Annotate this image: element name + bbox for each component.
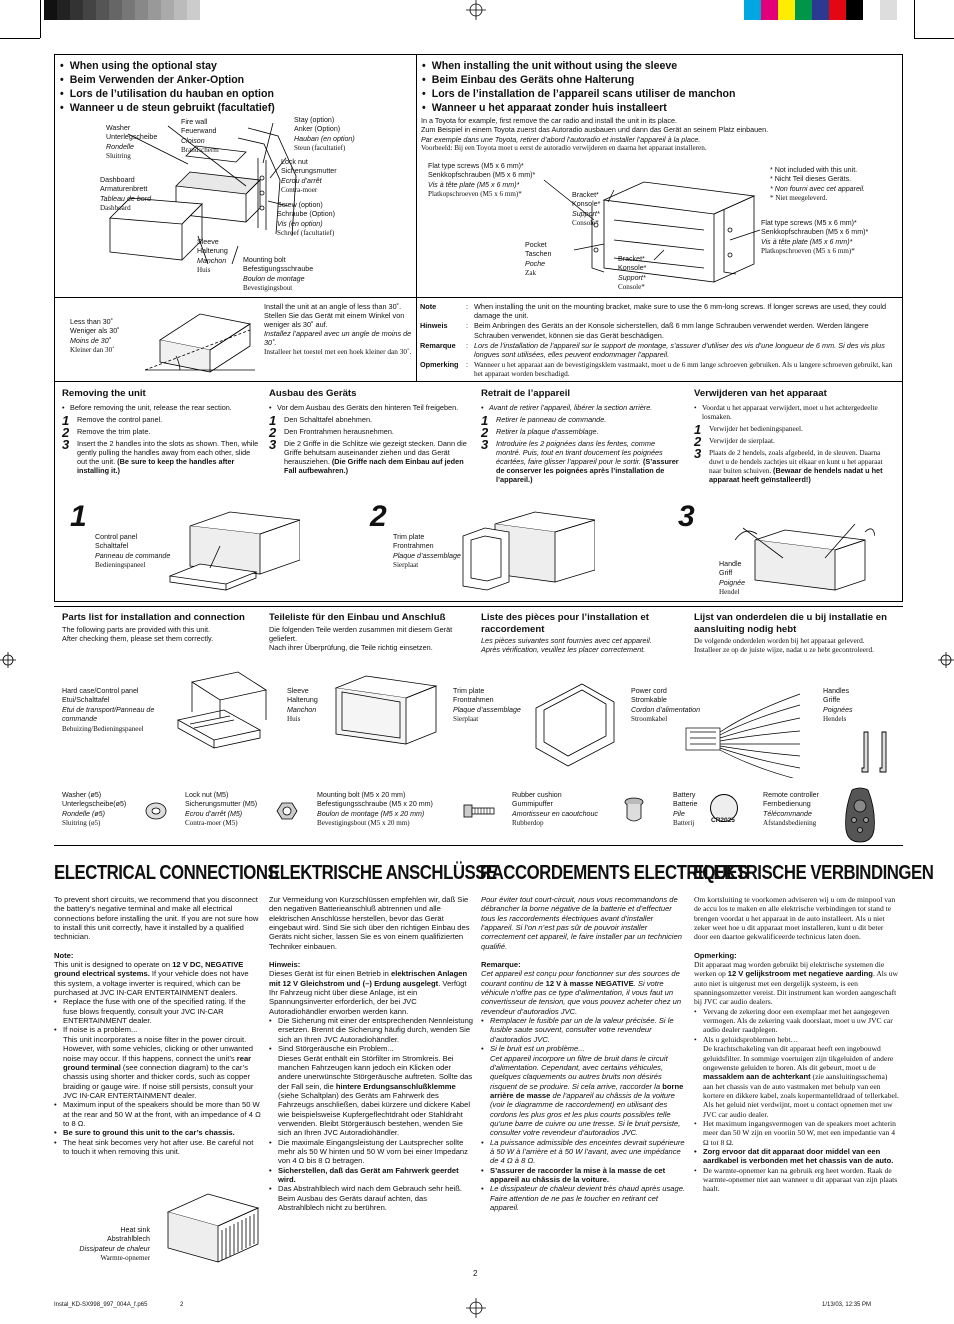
washer-part-label: Washer (ø5) Unterlegscheibe(ø5) Rondelle (ø5) Sluitring (ø5) — [62, 791, 127, 828]
divider — [54, 845, 903, 846]
trim-plate-drawing — [530, 678, 620, 768]
crop-mark — [40, 0, 41, 38]
gray-swatch — [135, 0, 148, 20]
gray-swatch — [70, 0, 83, 20]
ec-title-de: ELEKTRISCHE ANSCHLÜSSE — [269, 861, 497, 884]
gray-swatch — [57, 0, 70, 20]
ec-col-en: To prevent short circuits, we recommend that you disconnect the battery’s negative terminal and make all electrical connections before installing the unit. If you are not sure how to install this unit correctly, have it installed by a qualified technician. Note: This unit is designed to operate on 12 V DC, NEGATIVE ground electrical systems. If your vehicle does not have this system, a voltage inverter is required, which can be purchased at JVC IN-CAR ENTERTAINMENT dealers. • Replace the fuse with one of the specified rating. If the fuse blows frequently, consult your JVC IN-CAR ENTERTAINMENT dealer. • If noise is a problem... This unit incorporates a noise filter in the power circuit. However, with some vehicles, clicking or other unwanted noise may occur. If this happens, connect the unit’s rear ground terminal (see connection diagram) to the car’s chassis using shorter and thicker cords, such as copper braiding or gauge wire. If noise still persists, consult your JVC IN-CAR ENTERTAINMENT dealer. • Maximum input of the speakers should be more than 50 W at the rear and 50 W at the front, with an impedance of 4 Ω to 8 Ω. • Be sure to ground this unit to the car’s chassis. • The heat sink becomes very hot after use. Be careful not to touch it when removing this unit. — [54, 895, 261, 1156]
lock-nut-drawing — [276, 801, 298, 821]
heading: • When installing the unit without using the sleeve — [422, 59, 736, 73]
remove-col-en: Removing the unit • Before removing the unit, release the rear section. 1 Remove the control panel. 2 Remove the trim plate. 3 Insert the 2 handles into the slots as shown. Then, while gently pulling the handles away from each other, slide out the unit. (Be sure to keep the handles after installing it.) — [62, 388, 259, 476]
rubber-cushion-drawing — [622, 796, 646, 824]
divider — [54, 381, 903, 382]
hard-case-label: Hard case/Control panel Etui/Schalttafel Etui de transport/Panneau de commande Behuizing/Bedieningspaneel — [62, 687, 155, 733]
gray-swatch — [44, 0, 57, 20]
ec-title-nl: ELEKTRISCHE VERBINDINGEN — [693, 861, 934, 884]
remote-controller-label: Remote controller Fernbedienung Télécommande Afstandsbediening — [763, 791, 819, 828]
parts-col-en: Parts list for installation and connection The following parts are provided with this unit. After checking them, please set them correctly. — [62, 612, 245, 643]
handles-label: Handles Griffe Poignées Hendels — [823, 687, 853, 724]
ec-title-en: ELECTRICAL CONNECTIONS — [54, 861, 279, 884]
heading: • Wanneer u het apparaat zonder huis installeert — [422, 101, 736, 115]
remove-col-de: Ausbau des Geräts • Vor dem Ausbau des Geräts den hinteren Teil freigeben. 1 Den Schalttafel abnehmen. 2 Den Frontrahmen herausnehmen. 3 Die 2 Griffe in die Schlitze wie gezeigt stecken. Dann die Griffe behutsam auseinander ziehen und das Gerät herausziehen. (Die Griffe nach dem Einbau auf jeden Fall aufbewahren.) — [269, 388, 467, 476]
hard-case-drawing — [172, 668, 272, 753]
heading: • Lors de l’installation de l’appareil scans utiliser de manchon — [422, 87, 736, 101]
ec-col-fr: Pour éviter tout court-circuit, nous vous recommandons de débrancher la borne négative de la batterie et d’effectuer tous les raccordements électriques avant d’installer l’appareil. Si l’on n’est pas sûr de pouvoir installer correctement cet appareil, le faire installer par un technicien qualifié. Remarque: Cet appareil est conçu pour fonctionner sur des sources de courant continu de 12 V à masse NEGATIVE. Si votre véhicule n’offre pas ce type d’alimentation, il vous faut un convertisseur de tension, que vous pouvez acheter chez un revendeur d’autoradios JVC. • Remplacer le fusible par un de la valeur précisée. Si le fusible saute souvent, consulter votre revendeur d’autoradios JVC. • Si le bruit est un problème... Cet appareil incorpore un filtre de bruit dans le circuit d’alimentation. Cependant, avec certains véhicules, quelques claquements ou autres bruits non désirés risquent de se produire. Si cela arrive, raccorder la borne arrière de masse de l’appareil au châssis de la voiture (voir le diagramme de raccordement) en utilisant des cordons les plus gros et les plus courts possibles telle qu’une barre de cuivre ou une tresse. Si le bruit persiste, consulter votre revendeur d’autoradios JVC. • La puissance admissible des enceintes devrait supérieure à 50 W à l’arrière et à 50 W l’avant, avec une impédance de 4 Ω à 8 Ω. • S’assurer de raccorder la mise à la masse de cet appareil au châssis de la voiture. • Le dissipateur de chaleur devient très chaud après usage. Faire attention de ne pas le toucher en retirant cet appareil. — [481, 895, 686, 1212]
stay-headings — [60, 59, 275, 115]
gray-swatch — [122, 0, 135, 20]
stay-label: Stay (option) Anker (Option) Hauban (en option) Steun (facultatief) — [294, 116, 355, 153]
battery-label: Battery Batterie Pile Batterij — [673, 791, 698, 828]
gray-swatch — [96, 0, 109, 20]
step3-diagram — [735, 520, 875, 600]
gray-swatch — [174, 0, 187, 20]
handle-label: Handle Griff Poignée Hendel — [719, 560, 746, 597]
sleeve-drawing — [330, 668, 440, 758]
pocket-label: Pocket Taschen Poche Zak — [525, 241, 552, 278]
step-number-2: 2 — [370, 500, 387, 533]
color-swatch — [744, 0, 761, 20]
page-number: 2 — [473, 1269, 478, 1278]
washer-label: Washer Unterlegscheibe Rondelle Sluitring — [106, 124, 158, 161]
step2-diagram — [455, 506, 595, 596]
note-row: Hinweis : Beim Anbringen des Geräts an der Konsole sicherstellen, daß 6 mm lange Schrauben verwendet werden. Werden längere Schrauben verwendet, können sie das Gerät beschädigen. — [420, 321, 869, 340]
color-swatch — [863, 0, 880, 20]
rubber-cushion-label: Rubber cushion Gummipuffer Amortisseur en caoutchouc Rubberdop — [512, 791, 598, 828]
heat-sink-drawing — [158, 1188, 262, 1268]
heat-sink-label: Heat sink Abstrahlblech Dissipateur de chaleur Warmte-opnemer — [79, 1226, 150, 1263]
remove-col-nl: Verwijderen van het apparaat • Voordat u het apparaat verwijdert, moet u het achtergedeelte losmaken. 1 Verwijder het bedieningspaneel. 2 Verwijder de sierplaat. 3 Plaats de 2 hendels, zoals afgebeeld, in de sleuven. Daarna duwt u de hendels zachtjes uit elkaar en kunt u het apparaat naar buiten schuiven. (Bewaar de hendels nadat u het apparaat heeft geïnstalleerd!) — [694, 388, 883, 485]
color-swatch — [812, 0, 829, 20]
handles-drawing — [858, 730, 898, 780]
power-cord-drawing — [680, 688, 805, 778]
crop-mark — [914, 0, 915, 38]
power-cord-label: Power cord Stromkable Cordon d’alimentation Stroomkabel — [631, 687, 701, 724]
divider — [54, 297, 417, 298]
heading: • Beim Einbau des Geräts ohne Halterung — [422, 73, 736, 87]
mounting-bolt-drawing — [462, 802, 496, 820]
ec-col-nl: Om kortsluiting te voorkomen adviseren wij u om de minpool van de accu los te maken en alle elektrische verbindingen tot stand te brengen voordat u het apparaat in de auto installeert. Als u niet zeker weet hoe u dit apparaat moet installeren, kunt u dit beter door een daartoe gekwalificeerde technicus laten doen. Opmerking: Dit apparaat mag worden gebruikt bij elektrische systemen die werken op 12 V gelijkstroom met negatieve aarding. Als uw auto niet is uitgerust met een dergelijk systeem, is een spanningsomzetter vereist. Dit instrument kan worden aangeschaft bij JVC car audio dealers. • Vervang de zekering door een exemplaar met het aangegeven vermogen. Als de zekering vaak doorslaat, moet u uw JVC car audio dealer raadplegen. • Als u geluidsproblemen hebt… De krachtschakeling van dit apparaat heeft een ingebouwd geluidsfilter. In sommige voertuigen zijn tikgeluiden of andere ongewenste geluiden te horen. Als dit gebeurt, moet u de massaklem aan de achterkant (zie aansluitingsschema) aan het chassis van de auto vastmaken met behulp van een kortere en dikkere kabel, zoals kopermantelldraad of tellerkabel. Als het geluid niet verdwijnt, moet u contact opnemen met uw JVC car audio dealer. • Het maximum ingangsvermogen van de speakers moet achterin meer dan 50 W zijn en vooriin 50 W, met een impedantie van 4 Ω tot 8 Ω. • Zorg ervoor dat dit apparaat door middel van een aardkabel is verbonden met het chassis van de auto. • De warmte-opnemer kan na gebruik erg heet worden. Raak de warmte-opnemer niet aan wanneer u dit apparaat van zijn plaats haalt. — [694, 895, 899, 1194]
color-swatch — [846, 0, 863, 20]
step1-diagram — [160, 506, 300, 596]
footer-page: 2 — [180, 1302, 184, 1308]
crop-mark — [0, 38, 40, 39]
remove-col-fr: Retrait de l’appareil • Avant de retirer l’appareil, libérer la section arrière. 1 Retirer le panneau de commande. 2 Retirer la plaque d’assemblage. 3 Introduire les 2 poignées dans les fentes, comme montré. Puis, tout en tirant doucement les poignées écartées, faire glisser l’appareil pour le sortir. (S’assurer de conserver les poignées après l’installation de l’appareil.) — [481, 388, 679, 485]
gray-swatch — [83, 0, 96, 20]
washer-drawing — [144, 800, 168, 822]
flat-screws-label-2: Flat type screws (M5 x 6 mm)* Senkkopfschrauben (M5 x 6 mm)* Vis à tête plate (M5 x 6 mm)* Platkopschroeven (M5 x 6 mm)* — [761, 219, 869, 256]
sleeve-label: Sleeve Halterung Manchon Huis — [197, 238, 228, 275]
screw-label: Screw (option) Schraube (Option) Vis (en option) Schroef (facultatief) — [277, 201, 335, 238]
bracket-label-1: Bracket* Konsole* Support* Console* — [572, 191, 601, 228]
heading: • Lors de l’utilisation du hauban en option — [60, 87, 275, 101]
crop-mark — [914, 38, 954, 39]
trim-plate-part-label: Trim plate Frontrahmen Plaque d’assemblage Sierplaat — [453, 687, 521, 724]
lock-nut-part-label: Lock nut (M5) Sicherungsmutter (M5) Ecrou d’arrêt (M5) Contra-moer (M5) — [185, 791, 258, 828]
firewall-label: Fire wall Feuerwand Cloison Brandscherm — [181, 118, 219, 155]
step-number-3: 3 — [678, 500, 695, 533]
note-row: Note : When installing the unit on the mounting bracket, make sure to use the 6 mm-long screws. If longer screws are used, they could damage the unit. — [420, 302, 887, 321]
trim-plate-label: Trim plate Frontrahmen Plaque d’assemblage Sierplaat — [393, 533, 461, 570]
less-than-30-label: Less than 30˚ Weniger als 30˚ Moins de 30˚ Kleiner dan 30˚ — [70, 318, 120, 355]
dashboard-label: Dashboard Armaturenbrett Tableau de bord Dashboard — [100, 176, 152, 213]
battery-code: CR2025 — [711, 817, 735, 824]
ec-title-fr: RACCORDEMENTS ELECTRIQUES — [480, 861, 748, 884]
ec-col-de: Zur Vermeidung von Kurzschlüssen empfehlen wir, daß Sie den negativen Batterieanschluß abtrennen und alle elektrischen Anschlüsse herstellen, bevor das Gerät eingebaut wird. Sind Sie sich über den richtigen Einbau des Geräts nicht sicher, lassen Sie es von einem qualifizierten Techniker einbauen. Hinweis: Dieses Gerät ist für einen Betrieb in elektrischen Anlagen mit 12 V Gleichstrom und (–) Erdung ausgelegt. Verfügt Ihr Fahrzeug nicht über diese Anlage, ist ein Spannungsinverter erforderlich, der bei JVC Autoradiohändler erworben werden kann. • Die Sicherung mit einer der entsprechenden Nennleistung ersetzen. Brennt die Sicherung häufig durch, wenden Sie sich an Ihren JVC Autoradiohändler. • Sind Störgeräusche ein Problem... Dieses Gerät enthält ein Störfilter im Stromkreis. Bei manchen Fahrzeugen kann jedoch ein Klicken oder andere unerwünschte Störgeräusche auftreten. Sollte das der Fall sein, die hintere Erdungsanschlußklemme (siehe Schaltplan) des Geräts am Fahrwerk des Fahrzeugs anschließen, dabei kürzere und dickere Kabel wie beispielsweise Kupfergeflechtdraht oder Stahldraht verwenden. Bleibt Störgeräusch bestehen, wenden Sie sich an Ihren JVC Autoradiohändler. • Die maximale Eingangsleistung der Lautsprecher sollte mehr als 50 W hinten und 50 W vorn bei einer Impedanz von 4 Ω bis 8 Ω betragen. • Sicherstellen, daß das Gerät am Fahrwerk geerdet wird. • Das Abstrahlblech wird nach dem Gebrauch sehr heiß. Beim Ausbau des Geräts darauf achten, das Abstrahlblech nicht zu berühren. — [269, 895, 474, 1212]
toyota-note: In a Toyota for example, first remove the car radio and install the unit in its place. Zum Beispiel in einem Toyota zuerst das Autoradio ausbauen und dann das Gerät an seinem Platz einbauen. Par exemple dans une Toyota, retirer d’abord l’autoradio et installer l’appareil à la place. Voorbeeld: Bij een Toyota moet u eerst de autoradio verwijderen en daarna het apparaat installeren. — [421, 116, 769, 152]
flat-screws-label-1: Flat type screws (M5 x 6 mm)* Senkkopfschrauben (M5 x 6 mm)* Vis à tête plate (M5 x 6 mm)* Platkopschroeven (M5 x 6 mm)* — [428, 162, 536, 199]
gray-swatch — [161, 0, 174, 20]
heading: • Beim Verwenden der Anker-Option — [60, 73, 275, 87]
heading: • Wanneer u de steun gebruikt (facultatief) — [60, 101, 275, 115]
footer-date: 1/13/03, 12:35 PM — [822, 1302, 872, 1308]
mounting-bolt-label: Mounting bolt Befestigungsschraube Boulon de montage Bevestigingsbout — [243, 256, 314, 293]
color-swatch — [880, 0, 897, 20]
color-swatch — [778, 0, 795, 20]
divider — [54, 606, 903, 607]
footer-file: Instal_KD-SX998_997_004A_f.p65 — [54, 1302, 148, 1308]
not-included-note: * Not included with this unit. * Nicht Teil dieses Geräts. * Non fourni avec cet appareil. * Niet meegeleverd. — [770, 166, 866, 203]
parts-col-nl: Lijst van onderdelen die u bij installatie en aansluiting nodig hebt De volgende onderdelen worden bij het apparaat geleverd. Installeer ze op de juiste wijze, nadat u ze hebt gecontroleerd. — [694, 612, 887, 655]
gray-swatch — [109, 0, 122, 20]
color-swatch — [829, 0, 846, 20]
angle-diagram — [140, 300, 260, 380]
no-sleeve-headings — [422, 59, 736, 115]
remote-controller-drawing — [842, 786, 878, 844]
step-number-1: 1 — [70, 500, 87, 533]
note-row: Remarque : Lors de l’installation de l’appareil sur le support de montage, s’assurer d’utiliser des vis d’une longueur de 6 mm. Si des vis plus longues sont utilisées, elles peuvent endommager l’appareil. — [420, 340, 885, 360]
registration-mark-left — [0, 652, 16, 668]
parts-col-fr: Liste des pièces pour l’installation et raccordement Les pièces suivantes sont fournies avec cet appareil. Après vérification, veuillez les placer correctement. — [481, 612, 652, 655]
notes-block — [420, 302, 898, 379]
divider — [416, 297, 903, 298]
gray-swatch — [148, 0, 161, 20]
color-swatch — [761, 0, 778, 20]
control-panel-label: Control panel Schalttafel Panneau de commande Bedieningspaneel — [95, 533, 171, 570]
parts-col-de: Teileliste für den Einbau und Anschluß Die folgenden Teile werden zusammen mit diesem Gerät geliefert. Nach ihrer Überprüfung, die Teile richtig einsetzen. — [269, 612, 453, 652]
registration-mark-bottom — [466, 1298, 486, 1318]
mounting-bolt-part-label: Mounting bolt (M5 x 20 mm) Befestigungsschraube (M5 x 20 mm) Boulon de montage (M5 x 20 mm) Bevestigingsbout (M5 x 20 mm) — [317, 791, 433, 828]
divider — [416, 54, 417, 381]
color-swatch — [795, 0, 812, 20]
angle-text: Install the unit at an angle of less than 30˚. Stellen Sie das Gerät mit einem Winkel von weniger als 30˚ auf. Installez l’appareil avec un angle de moins de 30˚. Installeer het toestel met een hoek kleiner dan 30˚. — [264, 302, 412, 357]
heading: • When using the optional stay — [60, 59, 275, 73]
bracket-installation-diagram — [534, 170, 774, 290]
registration-mark-right — [938, 652, 954, 668]
note-row: Opmerking : Wanneer u het apparaat aan de bevestigingsklem vastmaakt, moet u de 6 mm lange schroeven gebruiken. Als u langere schroeven gebruikt, kan het apparaat worden beschadigd. — [420, 360, 893, 379]
bracket-label-2: Bracket* Konsole* Support* Console* — [618, 255, 647, 292]
gray-swatch — [187, 0, 200, 20]
lock-nut-label: Lock nut Sicherungsmutter Ecrou d’arrêt Contra-moer — [281, 158, 337, 195]
registration-mark-top — [466, 0, 486, 20]
sleeve-part-label: Sleeve Halterung Manchon Huis — [287, 687, 318, 724]
